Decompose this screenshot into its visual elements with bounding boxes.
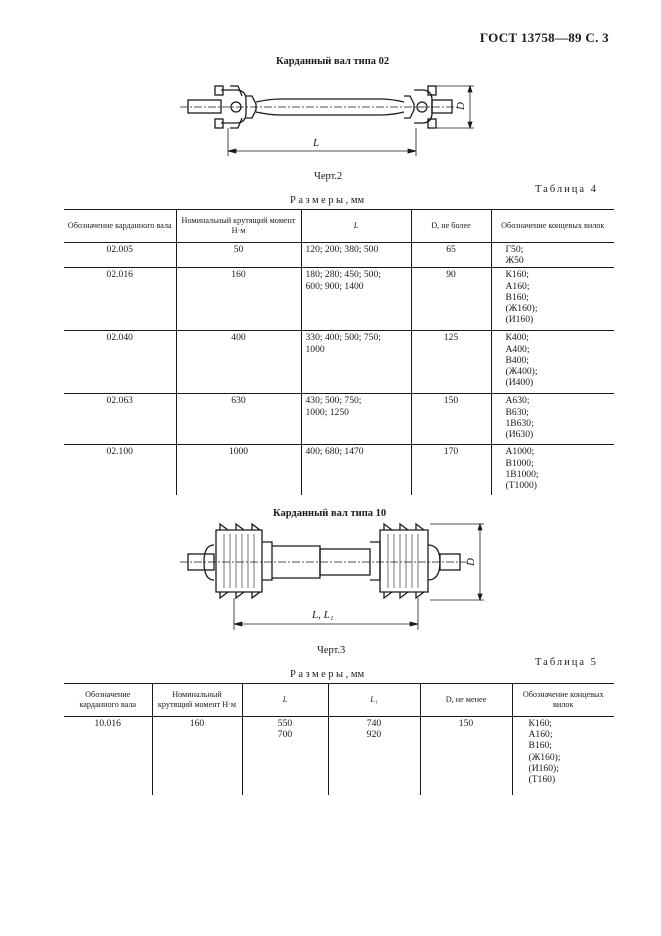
dim-label-d: D <box>455 102 467 110</box>
col-header-forks: Обозначение концевых вилок <box>512 684 614 717</box>
cell-line: 700 <box>277 729 293 741</box>
cell-line: А1000; <box>505 446 535 458</box>
cell-line: 550 <box>277 718 293 729</box>
cell-diameter: 150 <box>420 717 512 795</box>
cell-line: 1В1000; <box>505 468 539 480</box>
cell-diameter: 65 <box>411 243 491 268</box>
cell-line: В630; <box>505 406 529 418</box>
dim-label-l: L <box>313 137 320 149</box>
cell-line: В1000; <box>505 457 534 469</box>
cell-line: 740 <box>366 718 382 729</box>
cell-line: 430; 500; 750; <box>305 395 362 407</box>
cell-line: (Ж400); <box>505 366 538 378</box>
cell-torque: 400 <box>176 331 301 394</box>
cell-forks <box>512 717 614 795</box>
cell-diameter: 90 <box>411 268 491 331</box>
col-header-forks: Обозначение концевых вилок <box>491 210 614 243</box>
table-4-label: Таблица 4 <box>535 184 598 195</box>
cell-torque: 1000 <box>176 445 301 495</box>
cell-line: (Ж160); <box>528 751 561 763</box>
cell-code: 10.016 <box>64 717 152 795</box>
cell-diameter: 170 <box>411 445 491 495</box>
figure-1-title: Карданный вал типа 02 <box>276 56 390 67</box>
cell-line: А630; <box>505 395 530 407</box>
col-header-length1: L₁ <box>328 684 420 717</box>
cell-torque: 630 <box>176 394 301 445</box>
col-header-torque: Номинальный крутящий момент Н·м <box>152 684 242 717</box>
dim-label-d: D <box>465 558 477 566</box>
cell-torque: 160 <box>176 268 301 331</box>
table-5-label: Таблица 5 <box>535 657 598 668</box>
cell-line: (И160) <box>505 314 534 326</box>
table-row <box>64 717 614 795</box>
cell-code: 02.100 <box>64 445 176 495</box>
cell-line: 1В630; <box>505 417 534 429</box>
cell-line: (Т1000) <box>505 480 537 492</box>
cell-diameter: 125 <box>411 331 491 394</box>
table-5 <box>64 683 614 795</box>
cell-line: (Т160) <box>528 774 556 786</box>
cell-line: 180; 280; 450; 500; <box>305 269 381 281</box>
table-5-header-row <box>64 684 614 717</box>
cell-line: А160; <box>528 729 553 741</box>
cell-length1 <box>328 717 420 795</box>
cell-length <box>242 717 328 795</box>
cell-line: (И400) <box>505 377 534 389</box>
table-5-caption <box>290 669 364 680</box>
cell-line: (Ж160); <box>505 303 538 315</box>
cell-line: В160; <box>505 291 529 303</box>
col-header-diameter: D, не менее <box>420 684 512 717</box>
cell-line: 120; 200; 380; 500 <box>305 244 379 255</box>
cell-line: (И630) <box>505 429 534 441</box>
col-header-code: Обозначение карданного вала <box>64 684 152 717</box>
figure-2-caption: Черт.3 <box>317 645 346 656</box>
cell-code: 02.040 <box>64 331 176 394</box>
table-4-caption-unit: , мм <box>345 195 365 206</box>
cell-diameter: 150 <box>411 394 491 445</box>
col-header-torque: Номинальный крутящий момент Н·м <box>176 210 301 243</box>
cell-line: А160; <box>505 280 530 292</box>
cell-torque: 160 <box>152 717 242 795</box>
cell-code: 02.005 <box>64 243 176 268</box>
cell-line: 920 <box>366 729 382 741</box>
cell-line: К160; <box>505 269 529 281</box>
cell-line: А400; <box>505 343 530 355</box>
cell-line: 600; 900; 1400 <box>305 280 364 292</box>
cell-line: 400; 680; 1470 <box>305 446 364 458</box>
col-header-length: L <box>301 210 411 243</box>
col-header-diameter: D, не более <box>411 210 491 243</box>
col-header-code: Обозначение карданного вала <box>64 210 176 243</box>
cell-torque: 50 <box>176 243 301 268</box>
figure-2-title: Карданный вал типа 10 <box>273 508 387 519</box>
cell-line: Ж50 <box>505 255 524 267</box>
cell-line: В160; <box>528 740 552 752</box>
figure-1-caption: Черт.2 <box>314 171 343 182</box>
cell-line: 330; 400; 500; 750; <box>305 332 381 344</box>
cell-line: 1000 <box>305 343 325 355</box>
dim-label-l-l1: L, L₁ <box>312 609 334 621</box>
cell-line: 1000; 1250 <box>305 406 349 418</box>
page-header: ГОСТ 13758—89 С. 3 <box>479 30 609 45</box>
col-header-length: L <box>242 684 328 717</box>
cell-line: К400; <box>505 332 529 344</box>
table-5-caption-word: Размеры <box>290 669 346 680</box>
cell-code: 02.063 <box>64 394 176 445</box>
table-5-caption-unit: , мм <box>345 669 365 680</box>
table-4-caption-word: Размеры <box>290 195 346 206</box>
cell-line: К160; <box>528 718 552 729</box>
cell-line: Г50; <box>505 244 524 255</box>
cell-code: 02.016 <box>64 268 176 331</box>
cell-line: В400; <box>505 354 529 366</box>
cell-line: (И160); <box>528 762 559 774</box>
